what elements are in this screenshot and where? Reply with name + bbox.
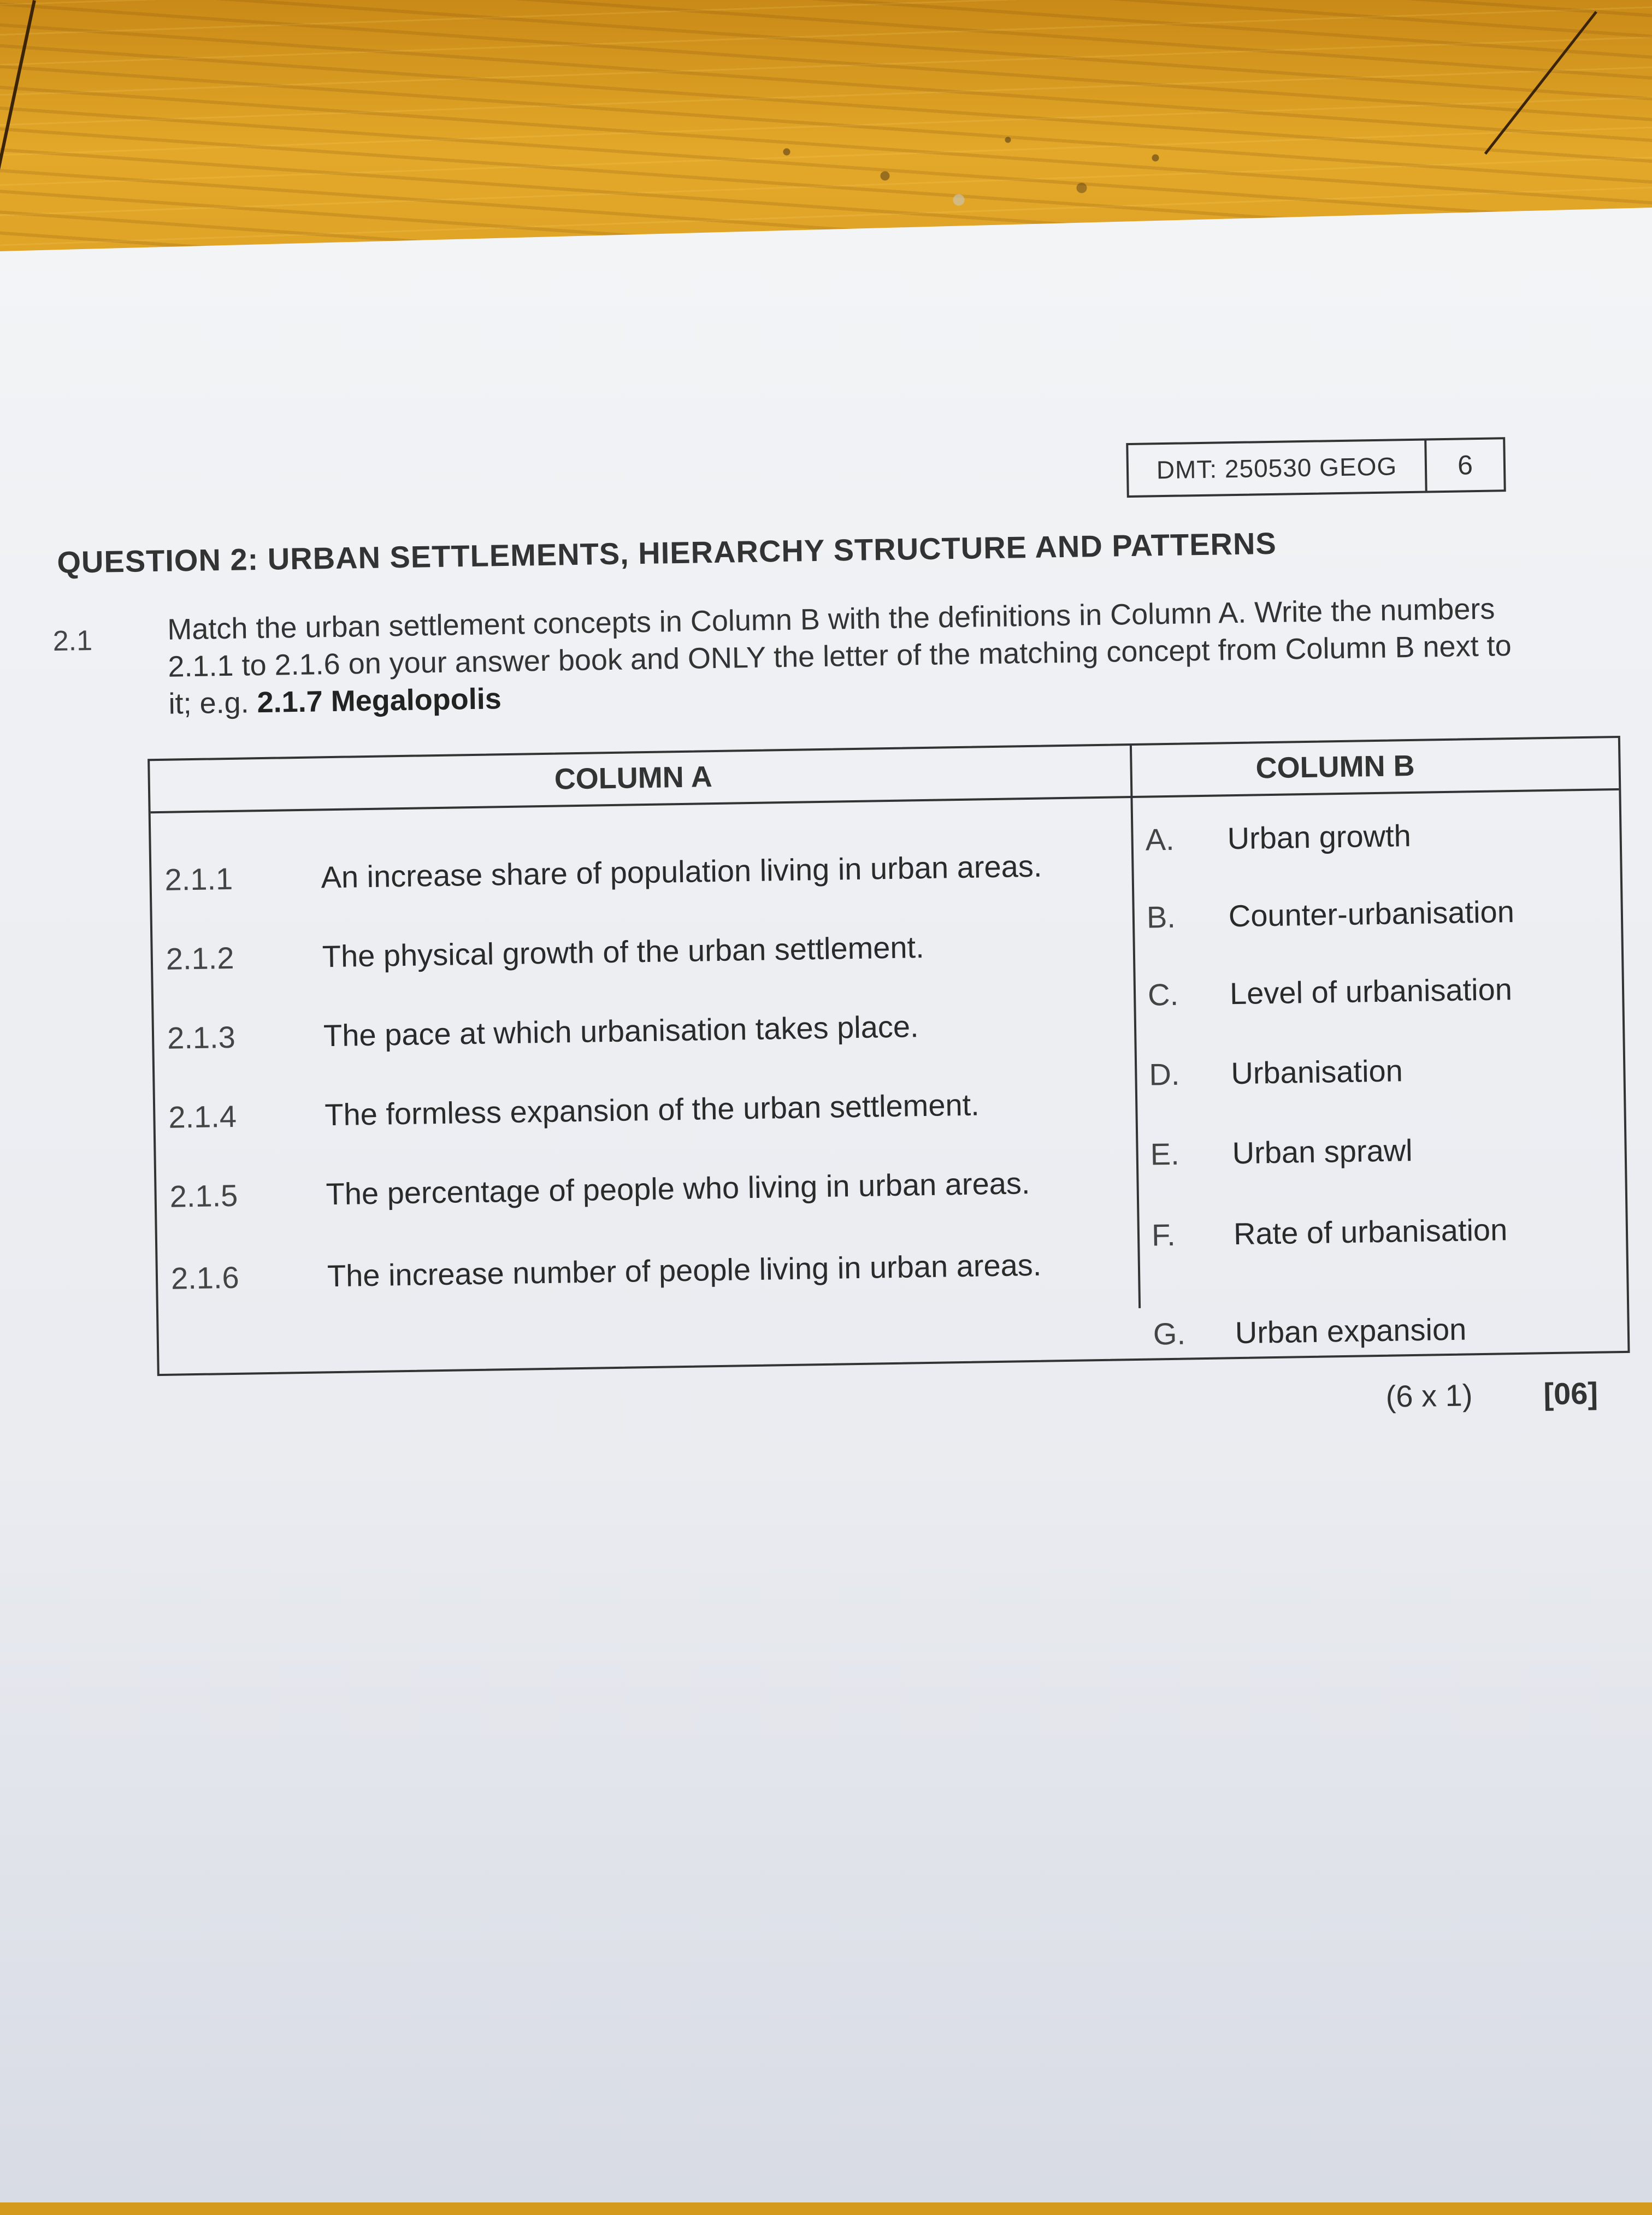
- column-b-header: COLUMN B: [1255, 749, 1415, 785]
- option-letter: F.: [1151, 1217, 1176, 1253]
- column-b-option: [1149, 1053, 1403, 1092]
- table-row: [155, 1084, 1135, 1135]
- option-concept: Urban sprawl: [1232, 1133, 1413, 1171]
- row-number: 2.1.2: [166, 940, 234, 976]
- option-letter: G.: [1153, 1316, 1186, 1351]
- option-concept: Urban growth: [1227, 818, 1412, 856]
- column-a-header: COLUMN A: [554, 760, 713, 796]
- column-b-option: [1148, 971, 1513, 1012]
- header-divider: [151, 788, 1619, 813]
- question-number: 2.1: [52, 624, 93, 657]
- marks-breakdown: (6 x 1): [1385, 1378, 1473, 1414]
- option-concept: Level of urbanisation: [1229, 972, 1513, 1011]
- row-definition: An increase share of population living in urban areas.: [321, 848, 1042, 895]
- row-number: 2.1.6: [170, 1260, 240, 1296]
- column-b-option: [1150, 1132, 1413, 1172]
- option-letter: E.: [1150, 1136, 1180, 1172]
- column-b-option: [1152, 1212, 1508, 1253]
- mark-allocation: [1385, 1375, 1598, 1414]
- option-concept: Urbanisation: [1230, 1053, 1403, 1091]
- option-concept: Counter-urbanisation: [1228, 894, 1515, 934]
- row-definition: The pace at which urbanisation takes place.: [323, 1009, 919, 1053]
- option-letter: B.: [1146, 899, 1176, 935]
- table-row: [152, 926, 1132, 976]
- option-letter: C.: [1147, 977, 1179, 1012]
- table-row: [154, 1005, 1134, 1055]
- row-number: 2.1.4: [168, 1098, 237, 1135]
- instruction-example: 2.1.7 Megalopolis: [257, 682, 502, 719]
- column-divider: [1130, 746, 1141, 1308]
- option-concept: Urban expansion: [1235, 1312, 1467, 1350]
- column-b-option: [1145, 818, 1411, 858]
- row-definition: The percentage of people who living in urban areas.: [326, 1166, 1030, 1212]
- instruction-text: Match the urban settlement concepts in Column B with the definitions in Column A. Write the numbers 2.1.1 to 2.1.6 on your answer book and ONLY the letter of the matching concept from Column B next to it; e.g.: [167, 592, 1512, 720]
- table-row: [151, 847, 1131, 897]
- row-definition: The physical growth of the urban settlement.: [322, 930, 925, 974]
- column-b-option: [1153, 1312, 1466, 1352]
- option-concept: Rate of urbanisation: [1233, 1212, 1508, 1251]
- row-number: 2.1.3: [167, 1019, 236, 1055]
- paper-code: DMT: 250530 GEOG: [1128, 440, 1427, 495]
- question-title: QUESTION 2: URBAN SETTLEMENTS, HIERARCHY STRUCTURE AND PATTERNS: [56, 525, 1277, 580]
- table-row: [158, 1245, 1138, 1296]
- matching-table: [148, 736, 1630, 1376]
- marks-total: [06]: [1543, 1375, 1598, 1411]
- option-letter: A.: [1145, 822, 1175, 857]
- row-definition: The increase number of people living in urban areas.: [327, 1247, 1042, 1293]
- column-b-option: [1146, 894, 1514, 935]
- question-instructions: [167, 590, 1518, 723]
- paper-code-box: [1126, 437, 1506, 498]
- row-number: 2.1.5: [169, 1178, 238, 1214]
- table-row: [156, 1163, 1136, 1214]
- row-number: 2.1.1: [164, 861, 233, 897]
- option-letter: D.: [1148, 1056, 1180, 1092]
- row-definition: The formless expansion of the urban settlement.: [324, 1087, 980, 1132]
- page-number: 6: [1457, 450, 1473, 481]
